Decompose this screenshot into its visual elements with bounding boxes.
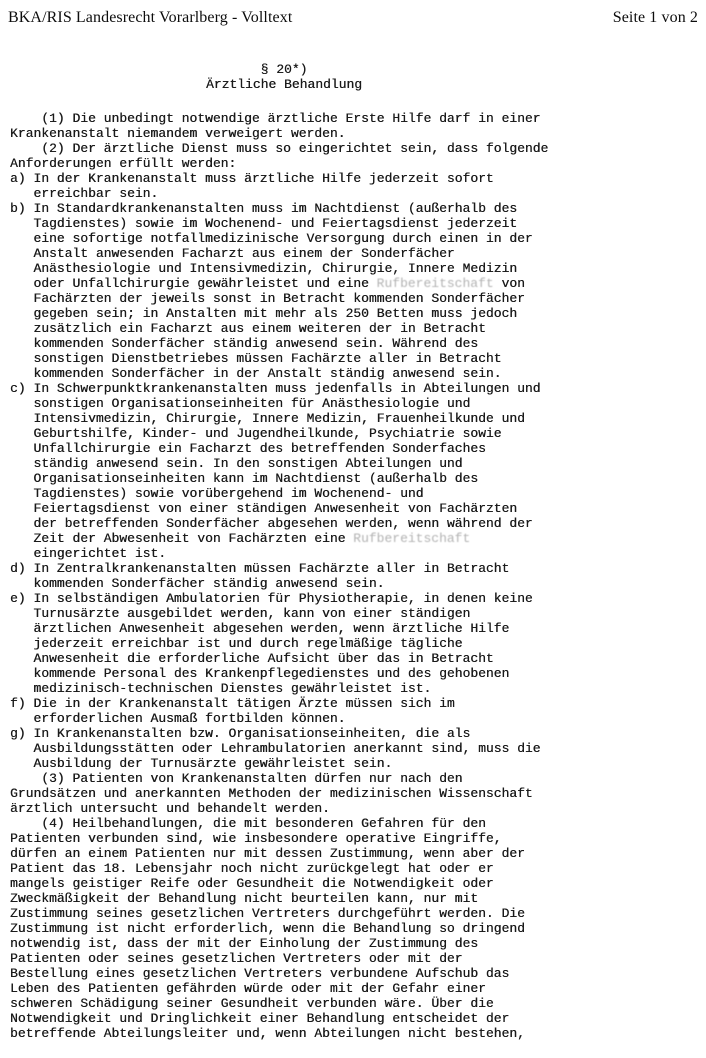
text-segment: mangels geistiger Reife oder Gesundheit die Notwendigkeit oder <box>10 876 494 891</box>
text-segment: schweren Schädigung seiner Gesundheit verbunden wäre. Über die <box>10 996 494 1011</box>
text-line <box>10 366 706 381</box>
text-line <box>10 786 706 801</box>
text-line <box>10 501 706 516</box>
text-line <box>10 426 706 441</box>
page-number-indicator: Seite 1 von 2 <box>612 9 698 26</box>
text-segment: Patient das 18. Lebensjahr noch nicht zurückgelegt hat oder er <box>10 861 494 876</box>
text-segment: Bestellung eines gesetzlichen Vertreters verbundene Aufschub das <box>10 966 510 981</box>
text-line <box>10 726 706 741</box>
text-segment: f) Die in der Krankenanstalt tätigen Ärzte müssen sich im <box>10 696 455 711</box>
text-line <box>10 411 706 426</box>
text-line <box>10 276 706 291</box>
text-line <box>10 186 706 201</box>
text-segment: Zustimmung seines gesetzlichen Vertreters durchgeführt werden. Die <box>10 906 525 921</box>
text-line <box>10 666 706 681</box>
document-body <box>10 111 706 1041</box>
text-segment: Grundsätzen und anerkannten Methoden der medizinischen Wissenschaft <box>10 786 533 801</box>
page-header <box>0 0 706 27</box>
text-segment: Ausbildung der Turnusärzte gewährleistet sein. <box>10 756 393 771</box>
text-segment: c) In Schwerpunktkrankenanstalten muss jedenfalls in Abteilungen und <box>10 381 541 396</box>
text-line <box>10 801 706 816</box>
text-line <box>10 951 706 966</box>
text-line <box>10 906 706 921</box>
section-number: § 20*) <box>260 62 308 77</box>
text-segment: Ausbildungsstätten oder Lehrambulatorien anerkannt sind, muss die <box>10 741 541 756</box>
text-segment: Patienten verbunden sind, wie insbesondere operative Eingriffe, <box>10 831 502 846</box>
text-line <box>10 771 706 786</box>
text-segment: Unfallchirurgie ein Facharzt des betreffenden Sonderfaches <box>10 441 486 456</box>
text-line <box>10 741 706 756</box>
text-line <box>10 156 706 171</box>
text-segment: ständig anwesend sein. In den sonstigen Abteilungen und <box>10 456 463 471</box>
text-line <box>10 891 706 906</box>
text-segment: Krankenanstalt niemandem verweigert werden. <box>10 126 346 141</box>
text-segment: (1) Die unbedingt notwendige ärztliche Erste Hilfe darf in einer <box>10 111 541 126</box>
text-segment: Leben des Patienten gefährden würde oder mit der Gefahr einer <box>10 981 486 996</box>
text-line <box>10 591 706 606</box>
text-segment: Anwesenheit die erforderliche Aufsicht über das in Betracht <box>10 651 494 666</box>
text-line <box>10 846 706 861</box>
text-line <box>10 561 706 576</box>
text-line <box>10 921 706 936</box>
text-line <box>10 576 706 591</box>
text-segment: medizinisch-technischen Dienstes gewährleistet ist. <box>10 681 432 696</box>
text-segment: gegeben sein; in Anstalten mit mehr als 250 Betten muss jedoch <box>10 306 518 321</box>
text-line <box>10 321 706 336</box>
text-segment: kommenden Sonderfächer ständig anwesend sein. Während des <box>10 336 479 351</box>
text-segment: Organisationseinheiten kann im Nachtdienst (außerhalb des <box>10 471 479 486</box>
text-segment: Notwendigkeit und Dringlichkeit einer Behandlung entscheidet der <box>10 1011 510 1026</box>
text-segment: b) In Standardkrankenanstalten muss im Nachtdienst (außerhalb des <box>10 201 518 216</box>
text-segment: ärztlichen Anwesenheit abgesehen werden, wenn ärztliche Hilfe <box>10 621 510 636</box>
text-segment: (2) Der ärztliche Dienst muss so eingerichtet sein, dass folgende <box>10 141 549 156</box>
text-segment: Feiertagsdienst von einer ständigen Anwesenheit von Fachärzten <box>10 501 518 516</box>
text-line <box>10 111 706 126</box>
text-segment: Anstalt anwesenden Facharzt aus einem der Sonderfächer <box>10 246 455 261</box>
text-segment: von <box>493 276 525 291</box>
text-segment: Turnusärzte ausgebildet werden, kann von einer ständigen <box>10 606 471 621</box>
text-segment: Intensivmedizin, Chirurgie, Innere Medizin, Frauenheilkunde und <box>10 411 525 426</box>
text-line <box>10 516 706 531</box>
section-title: Ärztliche Behandlung <box>205 77 363 92</box>
text-line <box>10 711 706 726</box>
text-line <box>10 396 706 411</box>
text-segment: erforderlichen Ausmaß fortbilden können. <box>10 711 346 726</box>
text-line <box>10 876 706 891</box>
text-line <box>10 246 706 261</box>
text-line <box>10 531 706 546</box>
faded-text: Rufbereitschaft <box>353 531 471 546</box>
text-segment: kommenden Sonderfächer in der Anstalt ständig anwesend sein. <box>10 366 502 381</box>
text-segment: eine sofortige notfallmedizinische Versorgung durch einen in der <box>10 231 533 246</box>
faded-text: Rufbereitschaft <box>376 276 494 291</box>
text-segment: Tagdienstes) sowie im Wochenend- und Feiertagsdienst jederzeit <box>10 216 518 231</box>
text-line <box>10 486 706 501</box>
text-line <box>10 216 706 231</box>
text-line <box>10 831 706 846</box>
text-line <box>10 936 706 951</box>
text-line <box>10 1011 706 1026</box>
text-line <box>10 351 706 366</box>
text-line <box>10 546 706 561</box>
text-line <box>10 861 706 876</box>
section-heading <box>10 62 558 92</box>
text-segment: oder Unfallchirurgie gewährleistet und eine <box>10 276 377 291</box>
text-segment: Anästhesiologie und Intensivmedizin, Chirurgie, Innere Medizin <box>10 261 518 276</box>
text-segment: (4) Heilbehandlungen, die mit besonderen Gefahren für den <box>10 816 486 831</box>
text-segment: Zustimmung ist nicht erforderlich, wenn die Behandlung so dringend <box>10 921 525 936</box>
text-line <box>10 261 706 276</box>
text-line <box>10 636 706 651</box>
text-segment: (3) Patienten von Krankenanstalten dürfen nur nach den <box>10 771 463 786</box>
text-segment: g) In Krankenanstalten bzw. Organisationseinheiten, die als <box>10 726 471 741</box>
text-segment: Geburtshilfe, Kinder- und Jugendheilkunde, Psychiatrie sowie <box>10 426 502 441</box>
text-segment: Patienten oder seines gesetzlichen Vertreters oder mit der <box>10 951 463 966</box>
text-segment: ärztlich untersucht und behandelt werden. <box>10 801 330 816</box>
text-segment: Anforderungen erfüllt werden: <box>10 156 237 171</box>
text-line <box>10 126 706 141</box>
text-segment: der betreffenden Sonderfächer abgesehen werden, wenn während der <box>10 516 533 531</box>
text-line <box>10 456 706 471</box>
text-line <box>10 201 706 216</box>
text-line <box>10 336 706 351</box>
text-segment: erreichbar sein. <box>10 186 159 201</box>
text-segment: kommenden Sonderfächer ständig anwesend sein. <box>10 576 385 591</box>
text-line <box>10 981 706 996</box>
text-line <box>10 681 706 696</box>
text-line <box>10 621 706 636</box>
text-segment: kommende Personal des Krankenpflegedienstes und des gehobenen <box>10 666 510 681</box>
text-segment: sonstigen Organisationseinheiten für Anästhesiologie und <box>10 396 471 411</box>
text-segment: dürfen an einem Patienten nur mit dessen Zustimmung, wenn aber der <box>10 846 525 861</box>
text-line <box>10 966 706 981</box>
text-segment: zusätzlich ein Facharzt aus einem weiteren der in Betracht <box>10 321 486 336</box>
text-segment: betreffende Abteilungsleiter und, wenn Abteilungen nicht bestehen, <box>10 1026 525 1041</box>
text-line <box>10 696 706 711</box>
text-line <box>10 651 706 666</box>
text-line <box>10 1026 706 1041</box>
text-line <box>10 471 706 486</box>
text-segment: e) In selbständigen Ambulatorien für Physiotherapie, in denen keine <box>10 591 533 606</box>
text-line <box>10 306 706 321</box>
text-line <box>10 381 706 396</box>
text-line <box>10 231 706 246</box>
text-line <box>10 606 706 621</box>
text-segment: a) In der Krankenanstalt muss ärztliche Hilfe jederzeit sofort <box>10 171 494 186</box>
text-segment: jederzeit erreichbar ist und durch regelmäßige tägliche <box>10 636 463 651</box>
text-segment: Zeit der Abwesenheit von Fachärzten eine <box>10 531 354 546</box>
text-segment: Fachärzten der jeweils sonst in Betracht kommenden Sonderfächer <box>10 291 525 306</box>
text-segment: Tagdienstes) sowie vorübergehend im Wochenend- und <box>10 486 424 501</box>
text-segment: d) In Zentralkrankenanstalten müssen Fachärzte aller in Betracht <box>10 561 510 576</box>
document-header-title: BKA/RIS Landesrecht Vorarlberg - Volltext <box>8 9 293 26</box>
text-segment: Zweckmäßigkeit der Behandlung nicht beurteilen kann, nur mit <box>10 891 479 906</box>
text-line <box>10 441 706 456</box>
text-segment: eingerichtet ist. <box>10 546 167 561</box>
text-segment: sonstigen Dienstbetriebes müssen Fachärzte aller in Betracht <box>10 351 502 366</box>
text-line <box>10 996 706 1011</box>
text-line <box>10 816 706 831</box>
text-segment: notwendig ist, dass der mit der Einholung der Zustimmung des <box>10 936 479 951</box>
text-line <box>10 756 706 771</box>
text-line <box>10 141 706 156</box>
text-line <box>10 171 706 186</box>
text-line <box>10 291 706 306</box>
